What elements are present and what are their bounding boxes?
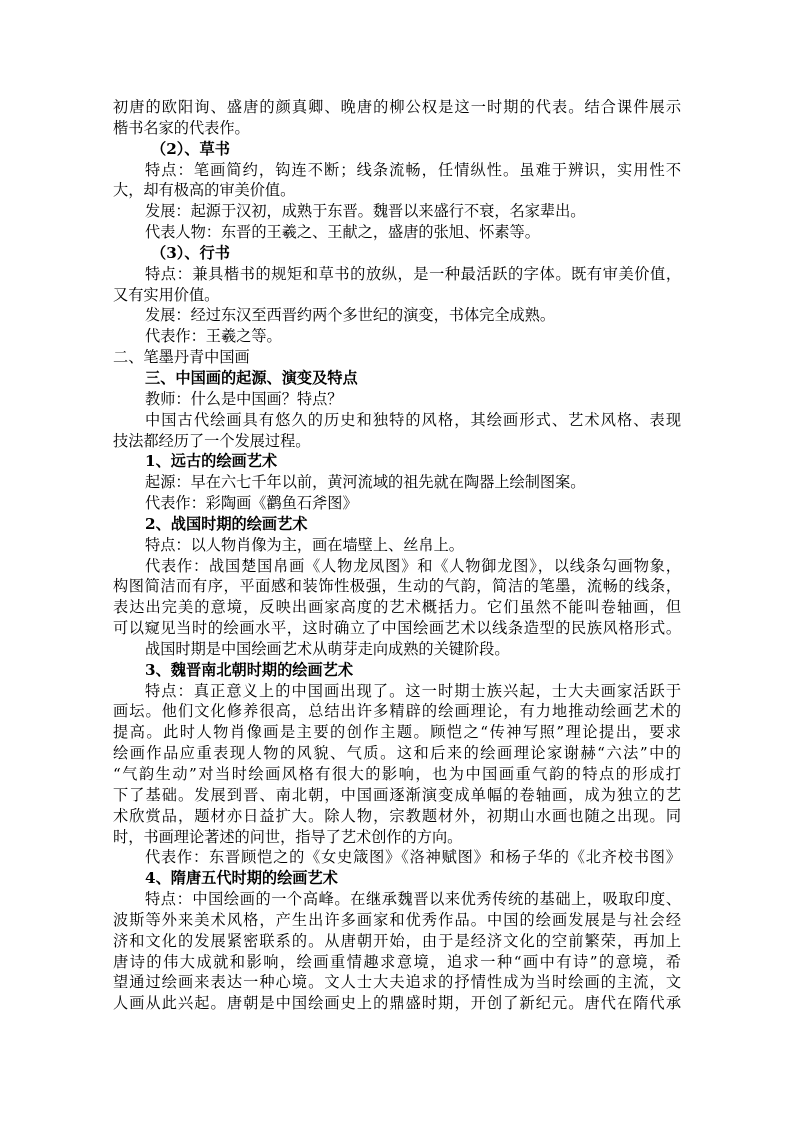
section-heading: 2、战国时期的绘画艺术: [145, 514, 308, 533]
text-line: 波斯等外来美术风格，产生出许多画家和优秀作品。中国的绘画发展是与社会经: [113, 910, 681, 929]
text-line: 代表作：东晋顾恺之的《女史箴图》《洛神赋图》和杨子华的《北齐校书图》: [145, 848, 681, 867]
section-heading: （2）、草书: [151, 139, 230, 158]
text-line: 画坛。他们文化修养很高，总结出许多精辟的绘画理论，有力地推动绘画艺术的: [113, 702, 681, 721]
text-line: 望通过绘画来表达一种心境。文人士大夫追求的抒情性成为当时绘画的主流，文: [113, 973, 681, 992]
text-line: 发展：起源于汉初，成熟于东晋。魏晋以来盛行不衰，名家辈出。: [145, 202, 586, 221]
section-heading: 1、远古的绘画艺术: [145, 452, 278, 471]
text-line: 代表作：战国楚国帛画《人物龙凤图》和《人物御龙图》，以线条勾画物象，: [145, 556, 681, 575]
text-line: 特点：中国绘画的一个高峰。在继承魏晋以来优秀传统的基础上，吸取印度、: [145, 890, 681, 909]
text-line: 楷书名家的代表作。: [113, 118, 250, 137]
section-heading: （3）、行书: [151, 243, 230, 262]
text-line: 又有实用价值。: [113, 285, 220, 304]
text-line: 大，却有极高的审美价值。: [113, 181, 296, 200]
text-line: 人画从此兴起。唐朝是中国绘画史上的鼎盛时期，开创了新纪元。唐代在隋代承: [113, 994, 681, 1013]
text-line: “气韵生动”对当时绘画风格有很大的影响，也为中国画重气韵的特点的形成打: [113, 765, 681, 783]
text-line: 构图简洁而有序，平面感和装饰性极强，生动的气韵，简洁的笔墨，流畅的线条，: [113, 577, 681, 596]
section-heading: 3、魏晋南北朝时期的绘画艺术: [145, 660, 354, 679]
text-line: 术欣赏品，题材亦日益扩大。除人物，宗教题材外，初期山水画也随之出现。同: [113, 806, 681, 825]
text-line: 二、笔墨丹青中国画: [113, 348, 250, 367]
text-line: 时，书画理论著述的问世，指导了艺术创作的方向。: [113, 827, 463, 846]
text-line: 特点：兼具楷书的规矩和草书的放纵，是一种最活跃的字体。既有审美价值，: [145, 264, 681, 283]
section-heading: 4、隋唐五代时期的绘画艺术: [145, 869, 338, 888]
section-heading: 三、中国画的起源、演变及特点: [145, 368, 358, 387]
text-line: 下了基础。发展到晋、南北朝，中国画逐渐演变成单幅的卷轴画，成为独立的艺: [113, 785, 681, 804]
text-line: 唐诗的伟大成就和影响，绘画重情趣求意境，追求一种“画中有诗”的意境，希: [113, 952, 681, 971]
text-line: 教师：什么是中国画？特点？: [145, 389, 343, 408]
text-line: 代表人物：东晋的王羲之、王献之，盛唐的张旭、怀素等。: [145, 223, 540, 242]
text-line: 特点：笔画简约，钩连不断；线条流畅，任情纵性。虽难于辨识，实用性不: [145, 160, 681, 179]
text-line: 发展：经过东汉至西晋约两个多世纪的演变，书体完全成熟。: [145, 306, 556, 325]
text-line: 起源：早在六七千年以前，黄河流域的祖先就在陶器上绘制图案。: [145, 473, 586, 492]
text-line: 济和文化的发展紧密联系的。从唐朝开始，由于是经济文化的空前繁荣，再加上: [113, 931, 681, 950]
text-line: 中国古代绘画具有悠久的历史和独特的风格，其绘画形式、艺术风格、表现: [145, 410, 681, 429]
text-line: 可以窥见当时的绘画水平，这时确立了中国绘画艺术以线条造型的民族风格形式。: [113, 619, 681, 638]
text-line: 初唐的欧阳询、盛唐的颜真卿、晚唐的柳公权是这一时期的代表。结合课件展示: [113, 98, 681, 116]
document-body: [113, 97, 681, 1014]
text-line: 特点：以人物肖像为主，画在墙壁上、丝帛上。: [145, 535, 464, 554]
text-line: 表达出完美的意境，反映出画家高度的艺术概括力。它们虽然不能叫卷轴画，但: [113, 598, 681, 617]
text-line: 战国时期是中国绘画艺术从萌芽走向成熟的关键阶段。: [145, 639, 510, 658]
text-line: 提高。此时人物肖像画是主要的创作主题。顾恺之“传神写照”理论提出，要求: [113, 723, 681, 742]
text-line: 代表作：彩陶画《鹳鱼石斧图》: [145, 494, 358, 513]
text-line: 绘画作品应重表现人物的风貌、气质。这和后来的绘画理论家谢赫“六法”中的: [113, 744, 681, 763]
text-line: 技法都经历了一个发展过程。: [113, 431, 311, 450]
text-line: 特点：真正意义上的中国画出现了。这一时期士族兴起，士大夫画家活跃于: [145, 681, 681, 700]
text-line: 代表作：王羲之等。: [145, 327, 282, 346]
